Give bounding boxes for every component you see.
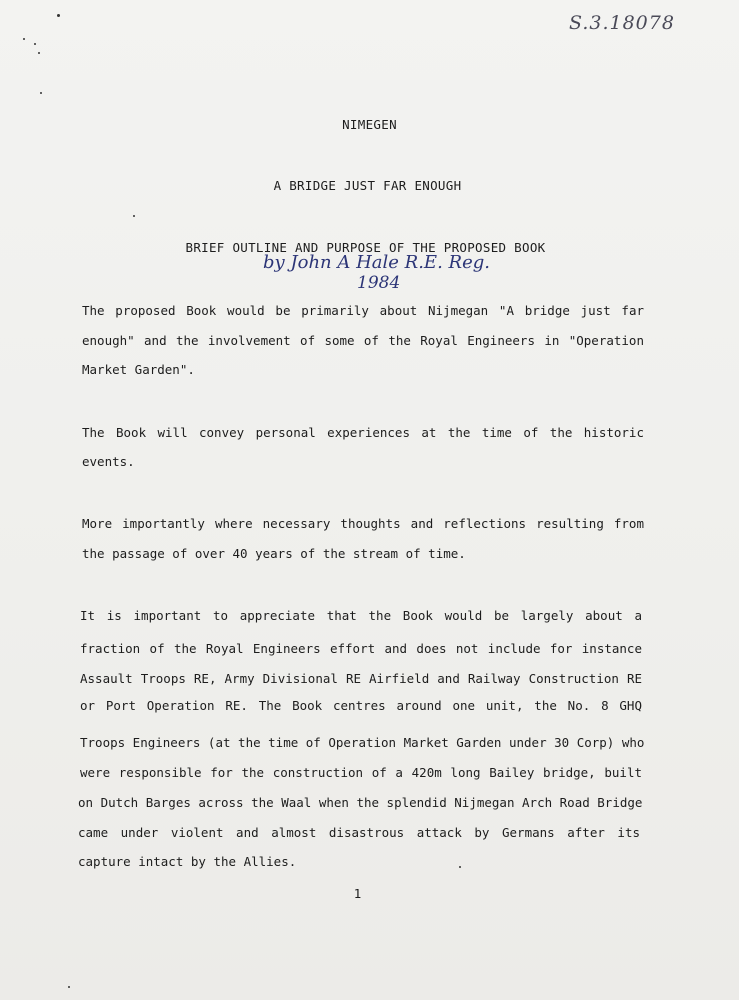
paragraph-line: It is important to appreciate that the Book would be largely about a <box>80 608 642 623</box>
paragraph-line: enough" and the involvement of some of the Royal Engineers in "Operation <box>82 333 644 348</box>
paragraph-line: the passage of over 40 years of the stream of time. <box>82 546 466 561</box>
paragraph-line: The proposed Book would be primarily about Nijmegan "A bridge just far <box>82 303 644 318</box>
paragraph-line: More importantly where necessary thoughts and reflections resulting from <box>82 516 644 531</box>
scan-speck <box>34 43 36 45</box>
scan-speck <box>57 14 60 17</box>
handwritten-year-note: 1984 <box>357 273 401 293</box>
section-heading: BRIEF OUTLINE AND PURPOSE OF THE PROPOSED BOOK <box>185 240 546 255</box>
paragraph-line: The Book will convey personal experiences at the time of the historic <box>82 425 644 440</box>
scan-speck <box>68 986 70 988</box>
document-subtitle: A BRIDGE JUST FAR ENOUGH <box>273 178 462 193</box>
paragraph-line: were responsible for the construction of a 420m long Bailey bridge, built <box>80 765 642 780</box>
paragraph-line: Troops Engineers (at the time of Operation Market Garden under 30 Corp) who <box>80 735 645 750</box>
document-title: NIMEGEN <box>342 117 397 132</box>
scan-speck <box>38 52 40 54</box>
paragraph-line: capture intact by the Allies. <box>78 854 297 869</box>
scan-speck <box>40 92 42 94</box>
handwritten-author-note: by John A Hale R.E. Reg. <box>263 252 490 273</box>
archive-reference-number: S.3.18078 <box>569 12 675 34</box>
paragraph-line: Assault Troops RE, Army Divisional RE Airfield and Railway Construction RE <box>80 671 642 686</box>
page-number: 1 <box>353 886 362 901</box>
paragraph-line: events. <box>82 454 135 469</box>
paragraph-line: or Port Operation RE. The Book centres around one unit, the No. 8 GHQ <box>80 698 642 713</box>
scan-speck <box>133 215 135 217</box>
paragraph-line: Market Garden". <box>82 362 195 377</box>
paragraph-line: fraction of the Royal Engineers effort and does not include for instance <box>80 641 642 656</box>
paragraph-line: on Dutch Barges across the Waal when the splendid Nijmegan Arch Road Bridge <box>78 795 643 810</box>
paragraph-line: came under violent and almost disastrous attack by Germans after its <box>78 825 640 840</box>
scan-speck <box>23 38 25 40</box>
